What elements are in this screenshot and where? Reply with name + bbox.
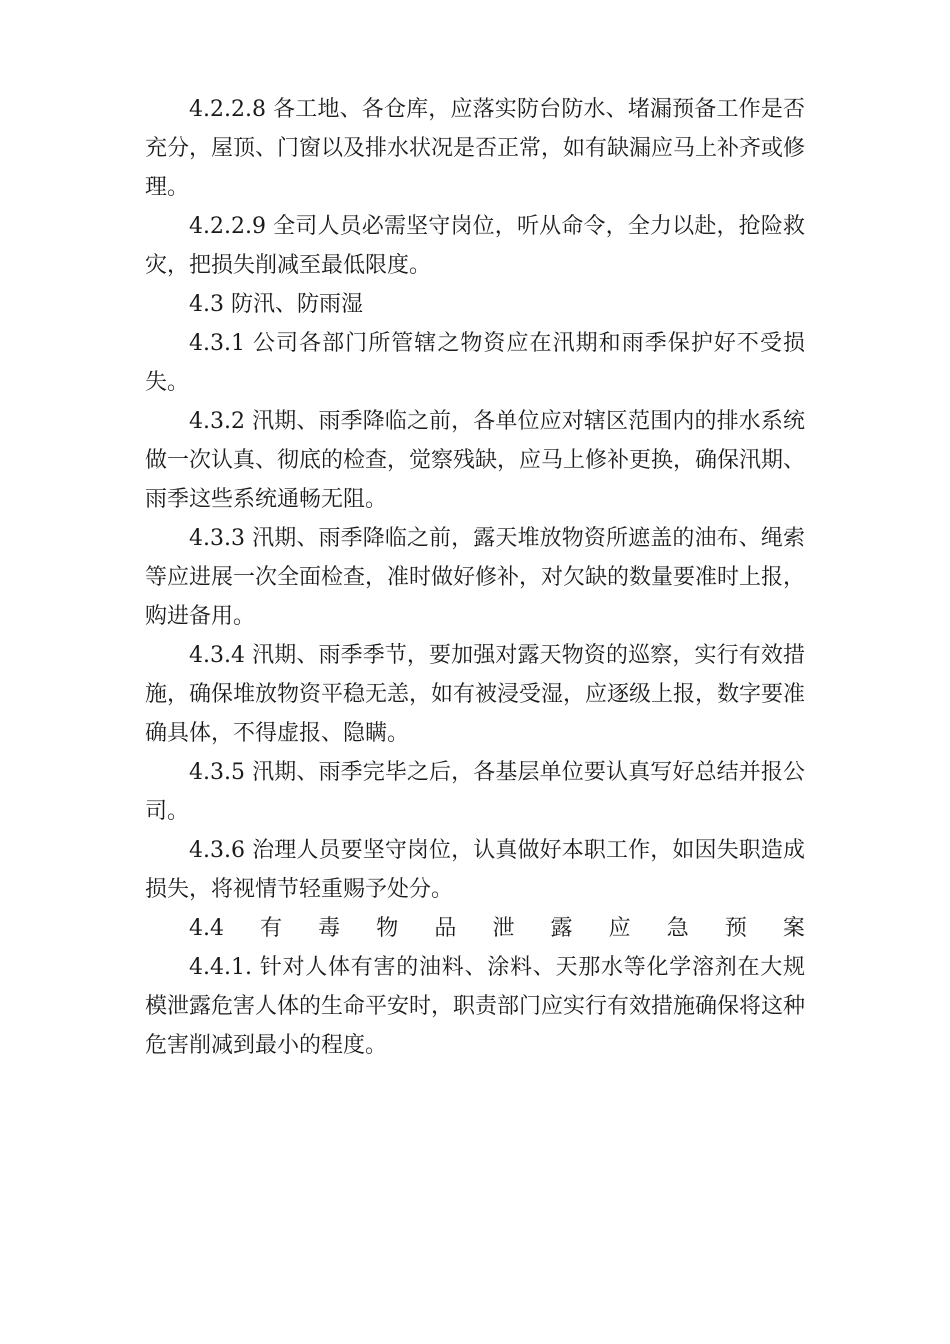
heading-char: 物 xyxy=(376,916,399,941)
heading-char: 品 xyxy=(434,916,457,941)
heading-char: 泄 xyxy=(492,916,515,941)
heading-char: 露 xyxy=(550,916,573,941)
heading-char: 预 xyxy=(724,916,747,941)
paragraph-4-3-3: 4.3.3 汛期、雨季降临之前，露天堆放物资所遮盖的油布、绳索等应进展一次全面检查，准时做好修补，对欠缺的数量要准时上报，购进备用。 xyxy=(145,526,806,629)
paragraph-4-3-4: 4.3.4 汛期、雨季季节，要加强对露天物资的巡察，实行有效措施，确保堆放物资平稳无恙，如有被浸受湿，应逐级上报，数字要准确具体，不得虚报、隐瞒。 xyxy=(145,643,806,746)
heading-char: 应 xyxy=(608,916,631,941)
paragraph-4-3-1: 4.3.1 公司各部门所管辖之物资应在汛期和雨季保护好不受损失。 xyxy=(145,331,805,395)
section-heading-4-4 xyxy=(145,909,805,948)
document-body xyxy=(145,90,805,1065)
heading-char: 有 xyxy=(260,916,283,941)
paragraph-4-2-2-8: 4.2.2.8 各工地、各仓库，应落实防台防水、堵漏预备工作是否充分，屋顶、门窗以及排水状况是否正常，如有缺漏应马上补齐或修理。 xyxy=(145,97,806,200)
paragraph-4-4-1: 4.4.1. 针对人体有害的油料、涂料、天那水等化学溶剂在大规模泄露危害人体的生命平安时，职责部门应实行有效措施确保将这种危害削减到最小的程度。 xyxy=(145,955,806,1058)
section-heading-4-3: 4.3 防汛、防雨湿 xyxy=(189,292,363,317)
section-heading-4-4-number: 4.4 xyxy=(189,916,224,941)
paragraph-4-3-6: 4.3.6 治理人员要坚守岗位，认真做好本职工作，如因失职造成损失，将视情节轻重赐予处分。 xyxy=(145,838,805,902)
paragraph-4-3-2: 4.3.2 汛期、雨季降临之前，各单位应对辖区范围内的排水系统做一次认真、彻底的检查，觉察残缺，应马上修补更换，确保汛期、雨季这些系统通畅无阻。 xyxy=(145,409,806,512)
heading-char: 毒 xyxy=(318,916,341,941)
paragraph-4-3-5: 4.3.5 汛期、雨季完毕之后，各基层单位要认真写好总结并报公司。 xyxy=(145,760,805,824)
paragraph-4-2-2-9: 4.2.2.9 全司人员必需坚守岗位，听从命令，全力以赴，抢险救灾，把损失削减至最低限度。 xyxy=(145,214,805,278)
heading-char: 案 xyxy=(782,916,805,941)
heading-char: 急 xyxy=(666,916,689,941)
